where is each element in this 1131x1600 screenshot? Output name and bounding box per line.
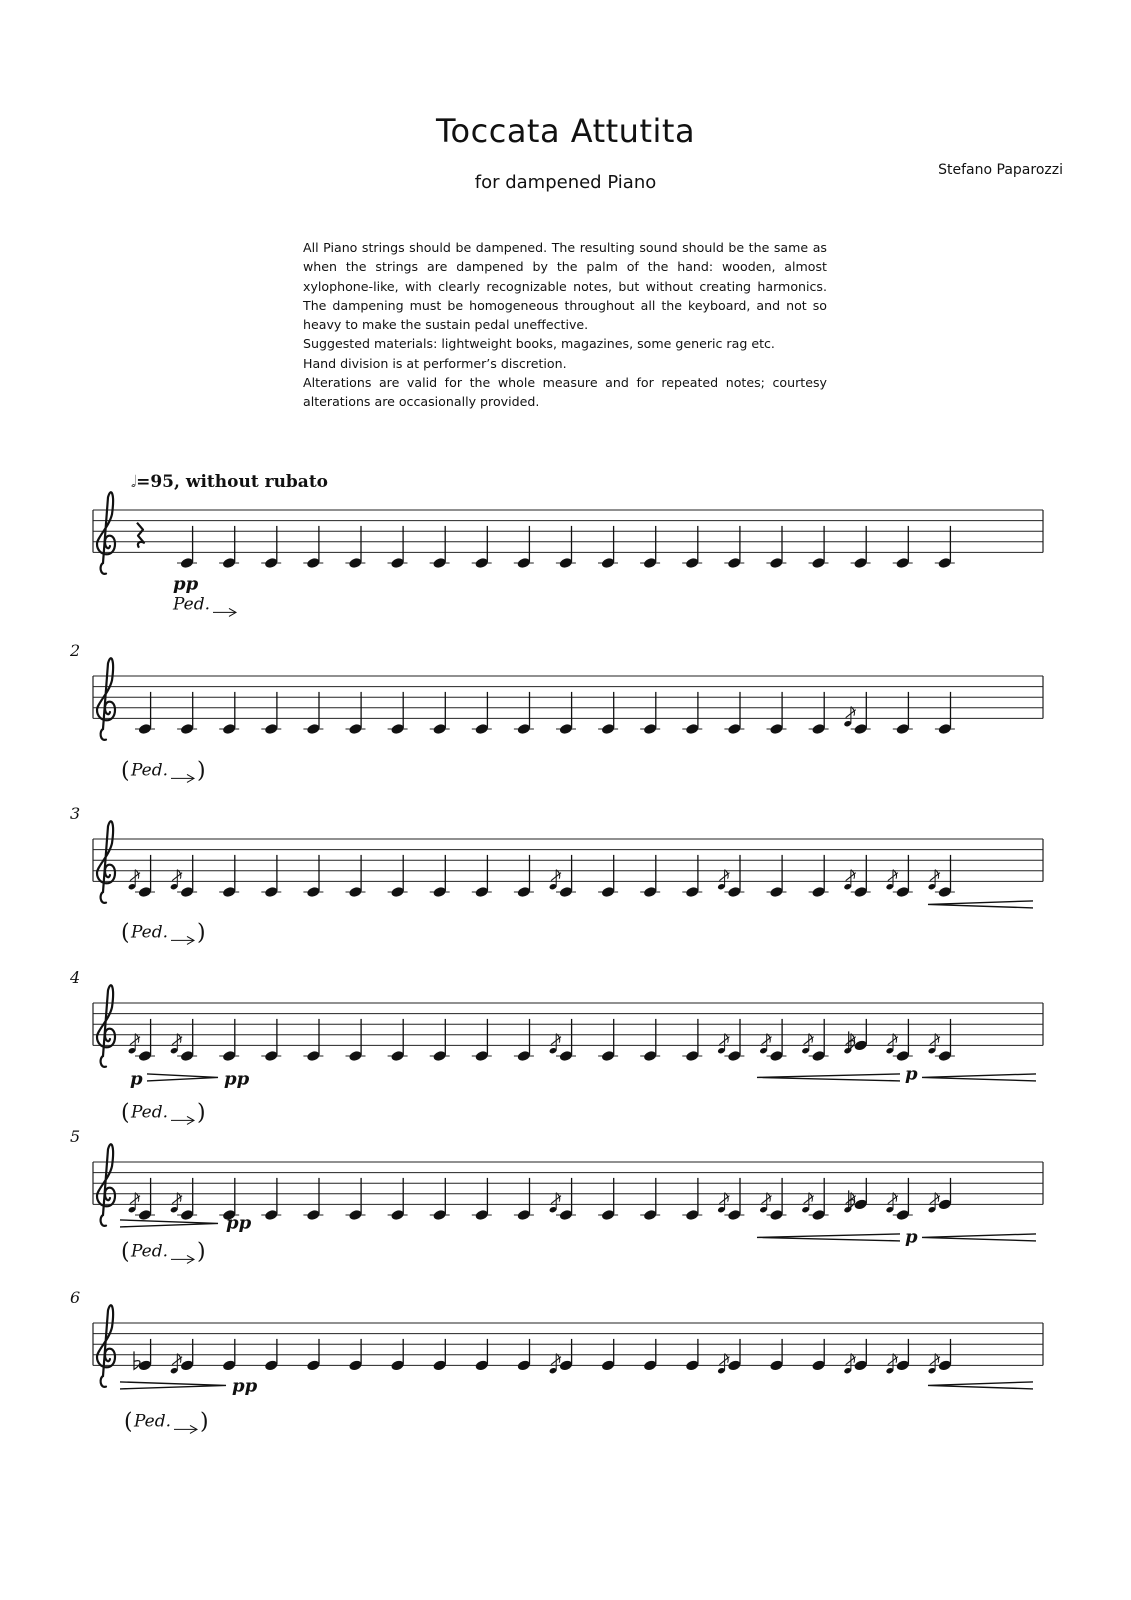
paren-close: ) (197, 758, 206, 784)
dynamic-mark: p (905, 1226, 918, 1248)
crescendo-hairpin (922, 1074, 1036, 1081)
piece-title: Toccata Attutita (435, 112, 696, 150)
paren-close: ) (197, 1239, 206, 1265)
staff-system (70, 804, 1043, 945)
treble-clef-icon (97, 658, 115, 740)
pedal-mark: Ped. (131, 922, 169, 943)
paren-close: ) (200, 1409, 209, 1435)
paren-open: ( (121, 758, 130, 784)
performance-note: Hand division is at performer’s discretion. (303, 355, 567, 371)
dynamic-mark: pp (224, 1068, 250, 1090)
dynamic-mark: pp (173, 573, 199, 595)
measure-number: 5 (70, 1127, 81, 1146)
treble-clef-icon (97, 1144, 115, 1226)
performance-note: All Piano strings should be dampened. The resulting sound should be the same as when the strings are dampened by the palm of the hand: wooden, almost xylophone-like, with clearly recognizable notes, but without creating harmonics. The dampening must be homogeneous throughout all the keyboard, and not so heavy to make the sustain pedal uneffective. (303, 240, 827, 333)
treble-clef-icon (97, 821, 115, 903)
decrescendo-hairpin (147, 1074, 218, 1081)
crescendo-hairpin (922, 1234, 1036, 1241)
quarter-rest (137, 523, 144, 548)
dynamic-mark: pp (232, 1375, 258, 1397)
piece-subtitle: for dampened Piano (474, 172, 657, 193)
staff-system (69, 641, 1043, 783)
crescendo-hairpin (757, 1074, 900, 1081)
performance-note: Alterations are valid for the whole measure and for repeated notes; courtesy alterations are occasionally provided. (303, 375, 827, 410)
measure-number: 2 (70, 641, 81, 660)
dynamic-mark: pp (226, 1212, 252, 1234)
treble-clef-icon (97, 492, 115, 574)
paren-open: ( (121, 1100, 130, 1126)
pedal-mark: Ped. (131, 1241, 169, 1262)
dynamic-mark: p (130, 1068, 143, 1090)
decrescendo-hairpin (120, 1220, 218, 1227)
treble-clef-icon (97, 985, 115, 1067)
composer-name: Stefano Paparozzi (938, 162, 1063, 178)
tempo-text: =95, without rubato (136, 472, 329, 492)
staff-system (69, 968, 1043, 1125)
crescendo-hairpin (928, 901, 1033, 908)
paren-close: ) (197, 920, 206, 946)
pedal-mark: Ped. (134, 1411, 172, 1432)
paren-open: ( (121, 1239, 130, 1265)
performance-note: Suggested materials: lightweight books, magazines, some generic rag etc. (303, 336, 775, 352)
paren-open: ( (124, 1409, 133, 1435)
treble-clef-icon (97, 1305, 115, 1387)
crescendo-hairpin (757, 1234, 900, 1241)
staff-system (70, 1127, 1043, 1264)
measure-number: 6 (70, 1288, 81, 1307)
measure-number: 4 (70, 968, 81, 987)
crescendo-hairpin (928, 1382, 1033, 1389)
staff-system (93, 492, 1043, 616)
decrescendo-hairpin (120, 1382, 226, 1389)
staff-system (70, 1288, 1043, 1434)
pedal-mark: Ped. (131, 760, 169, 781)
half-note-icon: 𝅗𝅥 (131, 472, 137, 491)
paren-close: ) (197, 1100, 206, 1126)
paren-open: ( (121, 920, 130, 946)
measure-number: 3 (70, 804, 81, 823)
pedal-mark: Ped. (173, 594, 211, 615)
pedal-mark: Ped. (131, 1102, 169, 1123)
dynamic-mark: p (905, 1063, 918, 1085)
